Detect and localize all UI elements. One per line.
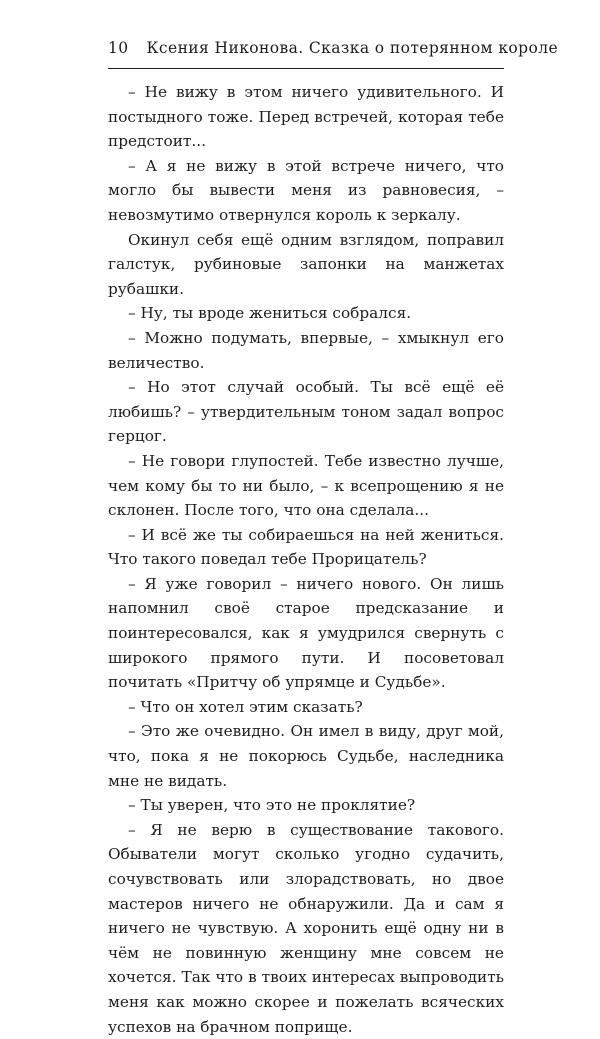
paragraph: – Не вижу в этом ничего удивительного. И постыдного тоже. Перед встречей, которая тебе предстоит...	[108, 83, 504, 151]
paragraph: – Не говори глупостей. Тебе известно лучше, чем кому бы то ни было, – к всепрощению я не склонен. После того, что она сделала...	[108, 451, 504, 520]
paragraph: – И всё же ты собираешься на ней жениться. Что такого поведал тебе Прорицатель?	[108, 525, 504, 569]
paragraph: – Ты уверен, что это не проклятие?	[128, 796, 416, 815]
running-header	[108, 36, 559, 64]
paragraph: – Я уже говорил – ничего нового. Он лишь напомнил своё старое предсказание и поинтересовался, как я умудрился свернуть с широкого прямого пути. И посоветовал почитать «Притчу об упрямце и Судьбе».	[108, 574, 504, 692]
body-text	[108, 80, 504, 1039]
paragraph: Окинул себя ещё одним взглядом, поправил галстук, рубиновые запонки на манжетах рубашки.	[108, 230, 504, 298]
paragraph: – Это же очевидно. Он имел в виду, друг мой, что, пока я не покорюсь Судьбе, наследника мне не видать.	[108, 722, 504, 790]
paragraph: – А я не вижу в этой встрече ничего, что могло бы вывести меня из равновесия, – невозмутимо отвернулся король к зеркалу.	[108, 156, 504, 224]
paragraph: – Можно подумать, впервые, – хмыкнул его величество.	[108, 328, 504, 372]
paragraph: – Ну, ты вроде жениться собрался.	[128, 304, 412, 323]
header-rule	[108, 68, 504, 69]
paragraph: – Я не верю в существование такового. Обыватели могут сколько угодно судачить, сочувствовать или злорадствовать, но двое мастеров ничего не обнаружили. Да и сам я ничего не чувствую. А хоронить ещё одну ни в чём не повинную женщину мне совсем не хочется. Так что в твоих интересах выпроводить меня как можно скорее и пожелать всяческих успехов на брачном поприще.	[108, 820, 504, 1036]
running-title: Ксения Никонова. Сказка о потерянном короле	[146, 39, 559, 57]
paragraph: – Но этот случай особый. Ты всё ещё её любишь? – утвердительным тоном задал вопрос герцог.	[108, 378, 504, 446]
page-number: 10	[108, 39, 129, 57]
paragraph: – Что он хотел этим сказать?	[128, 697, 363, 716]
